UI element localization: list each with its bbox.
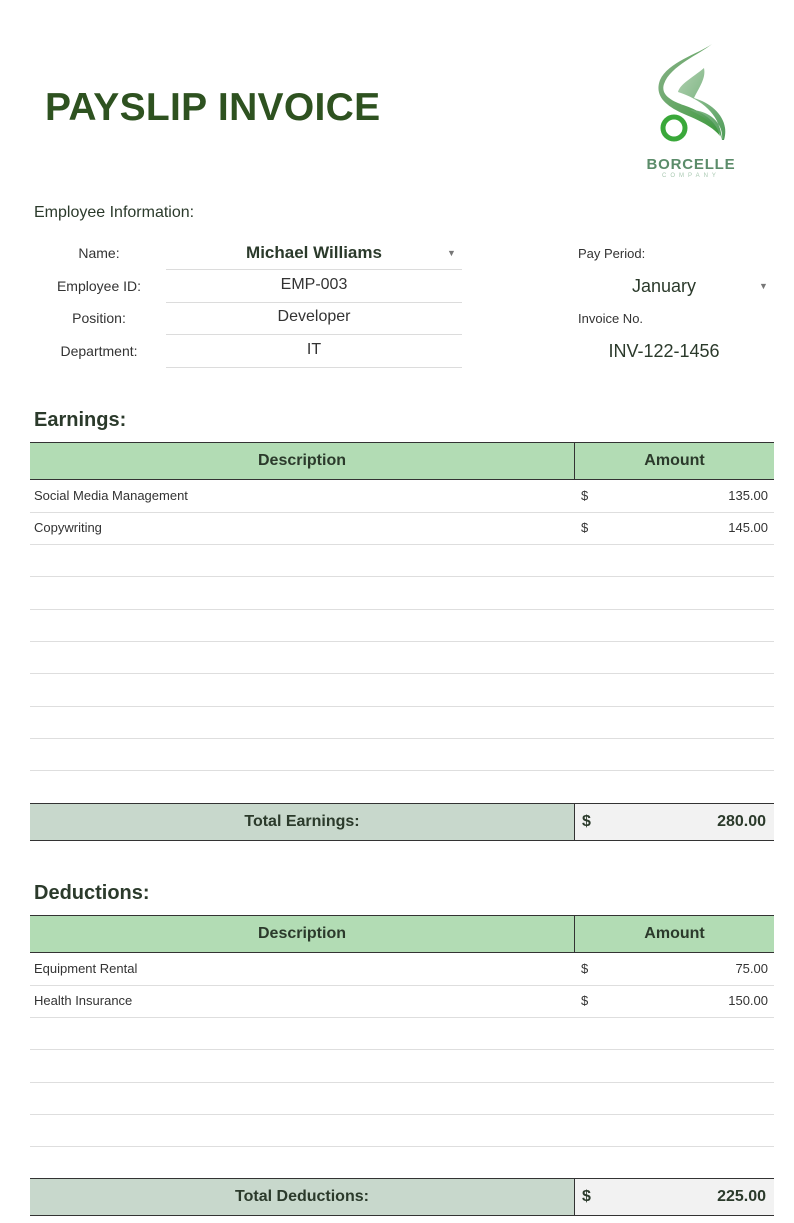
divider: [166, 269, 462, 270]
table-row: [30, 609, 774, 642]
row-description: Equipment Rental: [34, 961, 138, 976]
invoice-no-value: INV-122-1456: [608, 341, 720, 361]
table-row: [30, 953, 774, 986]
amount-column-header: Amount: [644, 925, 705, 942]
employee-id-label: Employee ID:: [56, 278, 142, 294]
pay-period-select[interactable]: January: [631, 276, 697, 296]
deductions-table-header: [30, 915, 774, 953]
table-row: [30, 706, 774, 739]
department-value: IT: [306, 341, 322, 358]
table-row: [30, 480, 774, 513]
row-currency: $: [581, 488, 589, 503]
table-row: [30, 738, 774, 771]
name-select[interactable]: Michael Williams: [246, 243, 382, 262]
total-deductions-row: [30, 1178, 774, 1216]
row-currency: $: [581, 961, 589, 976]
total-currency: $: [582, 813, 591, 830]
earnings-heading: Earnings:: [34, 409, 127, 431]
pay-period-label: Pay Period:: [578, 246, 646, 261]
row-description: Social Media Management: [34, 488, 188, 503]
description-column-header: Description: [30, 916, 575, 952]
total-currency: $: [582, 1188, 591, 1205]
table-row: [30, 641, 774, 674]
row-currency: $: [581, 993, 589, 1008]
total-earnings-label: Total Earnings:: [30, 804, 575, 840]
row-amount: 135.00: [728, 488, 768, 503]
deductions-heading: Deductions:: [34, 882, 150, 904]
row-description: Health Insurance: [34, 993, 133, 1008]
invoice-no-label: Invoice No.: [578, 311, 644, 326]
company-subtitle: COMPANY: [662, 173, 720, 179]
table-row: [30, 544, 774, 577]
table-row: [30, 1050, 774, 1083]
total-deductions-cell: [575, 1179, 774, 1215]
amount-column-header: Amount: [644, 452, 705, 469]
chevron-down-icon[interactable]: ▼: [447, 248, 456, 258]
table-row: [30, 674, 774, 707]
name-label: Name:: [78, 245, 120, 261]
chevron-down-icon[interactable]: ▼: [759, 281, 768, 291]
employee-id-value: EMP-003: [280, 276, 348, 293]
row-description: Copywriting: [34, 520, 102, 535]
earnings-table-header: [30, 442, 774, 480]
divider: [166, 334, 462, 335]
total-deductions-label: Total Deductions:: [30, 1179, 575, 1215]
total-earnings-row: [30, 803, 774, 841]
table-row: [30, 985, 774, 1018]
company-name: BORCELLE: [646, 156, 736, 173]
total-earnings-amount: 280.00: [717, 813, 766, 830]
total-earnings-cell: [575, 804, 774, 840]
employee-info-heading: Employee Information:: [34, 204, 195, 221]
total-deductions-amount: 225.00: [717, 1188, 766, 1205]
department-label: Department:: [60, 343, 138, 359]
table-row: [30, 577, 774, 610]
table-row: [30, 1082, 774, 1115]
position-value: Developer: [277, 308, 351, 325]
divider: [166, 302, 462, 303]
page-title: PAYSLIP INVOICE: [45, 86, 381, 129]
table-row: [30, 512, 774, 545]
divider: [166, 367, 462, 368]
row-currency: $: [581, 520, 589, 535]
table-row: [30, 1017, 774, 1050]
row-amount: 75.00: [735, 961, 768, 976]
row-amount: 145.00: [728, 520, 768, 535]
position-label: Position:: [72, 310, 126, 326]
description-column-header: Description: [30, 443, 575, 479]
table-row: [30, 1114, 774, 1147]
row-amount: 150.00: [728, 993, 768, 1008]
